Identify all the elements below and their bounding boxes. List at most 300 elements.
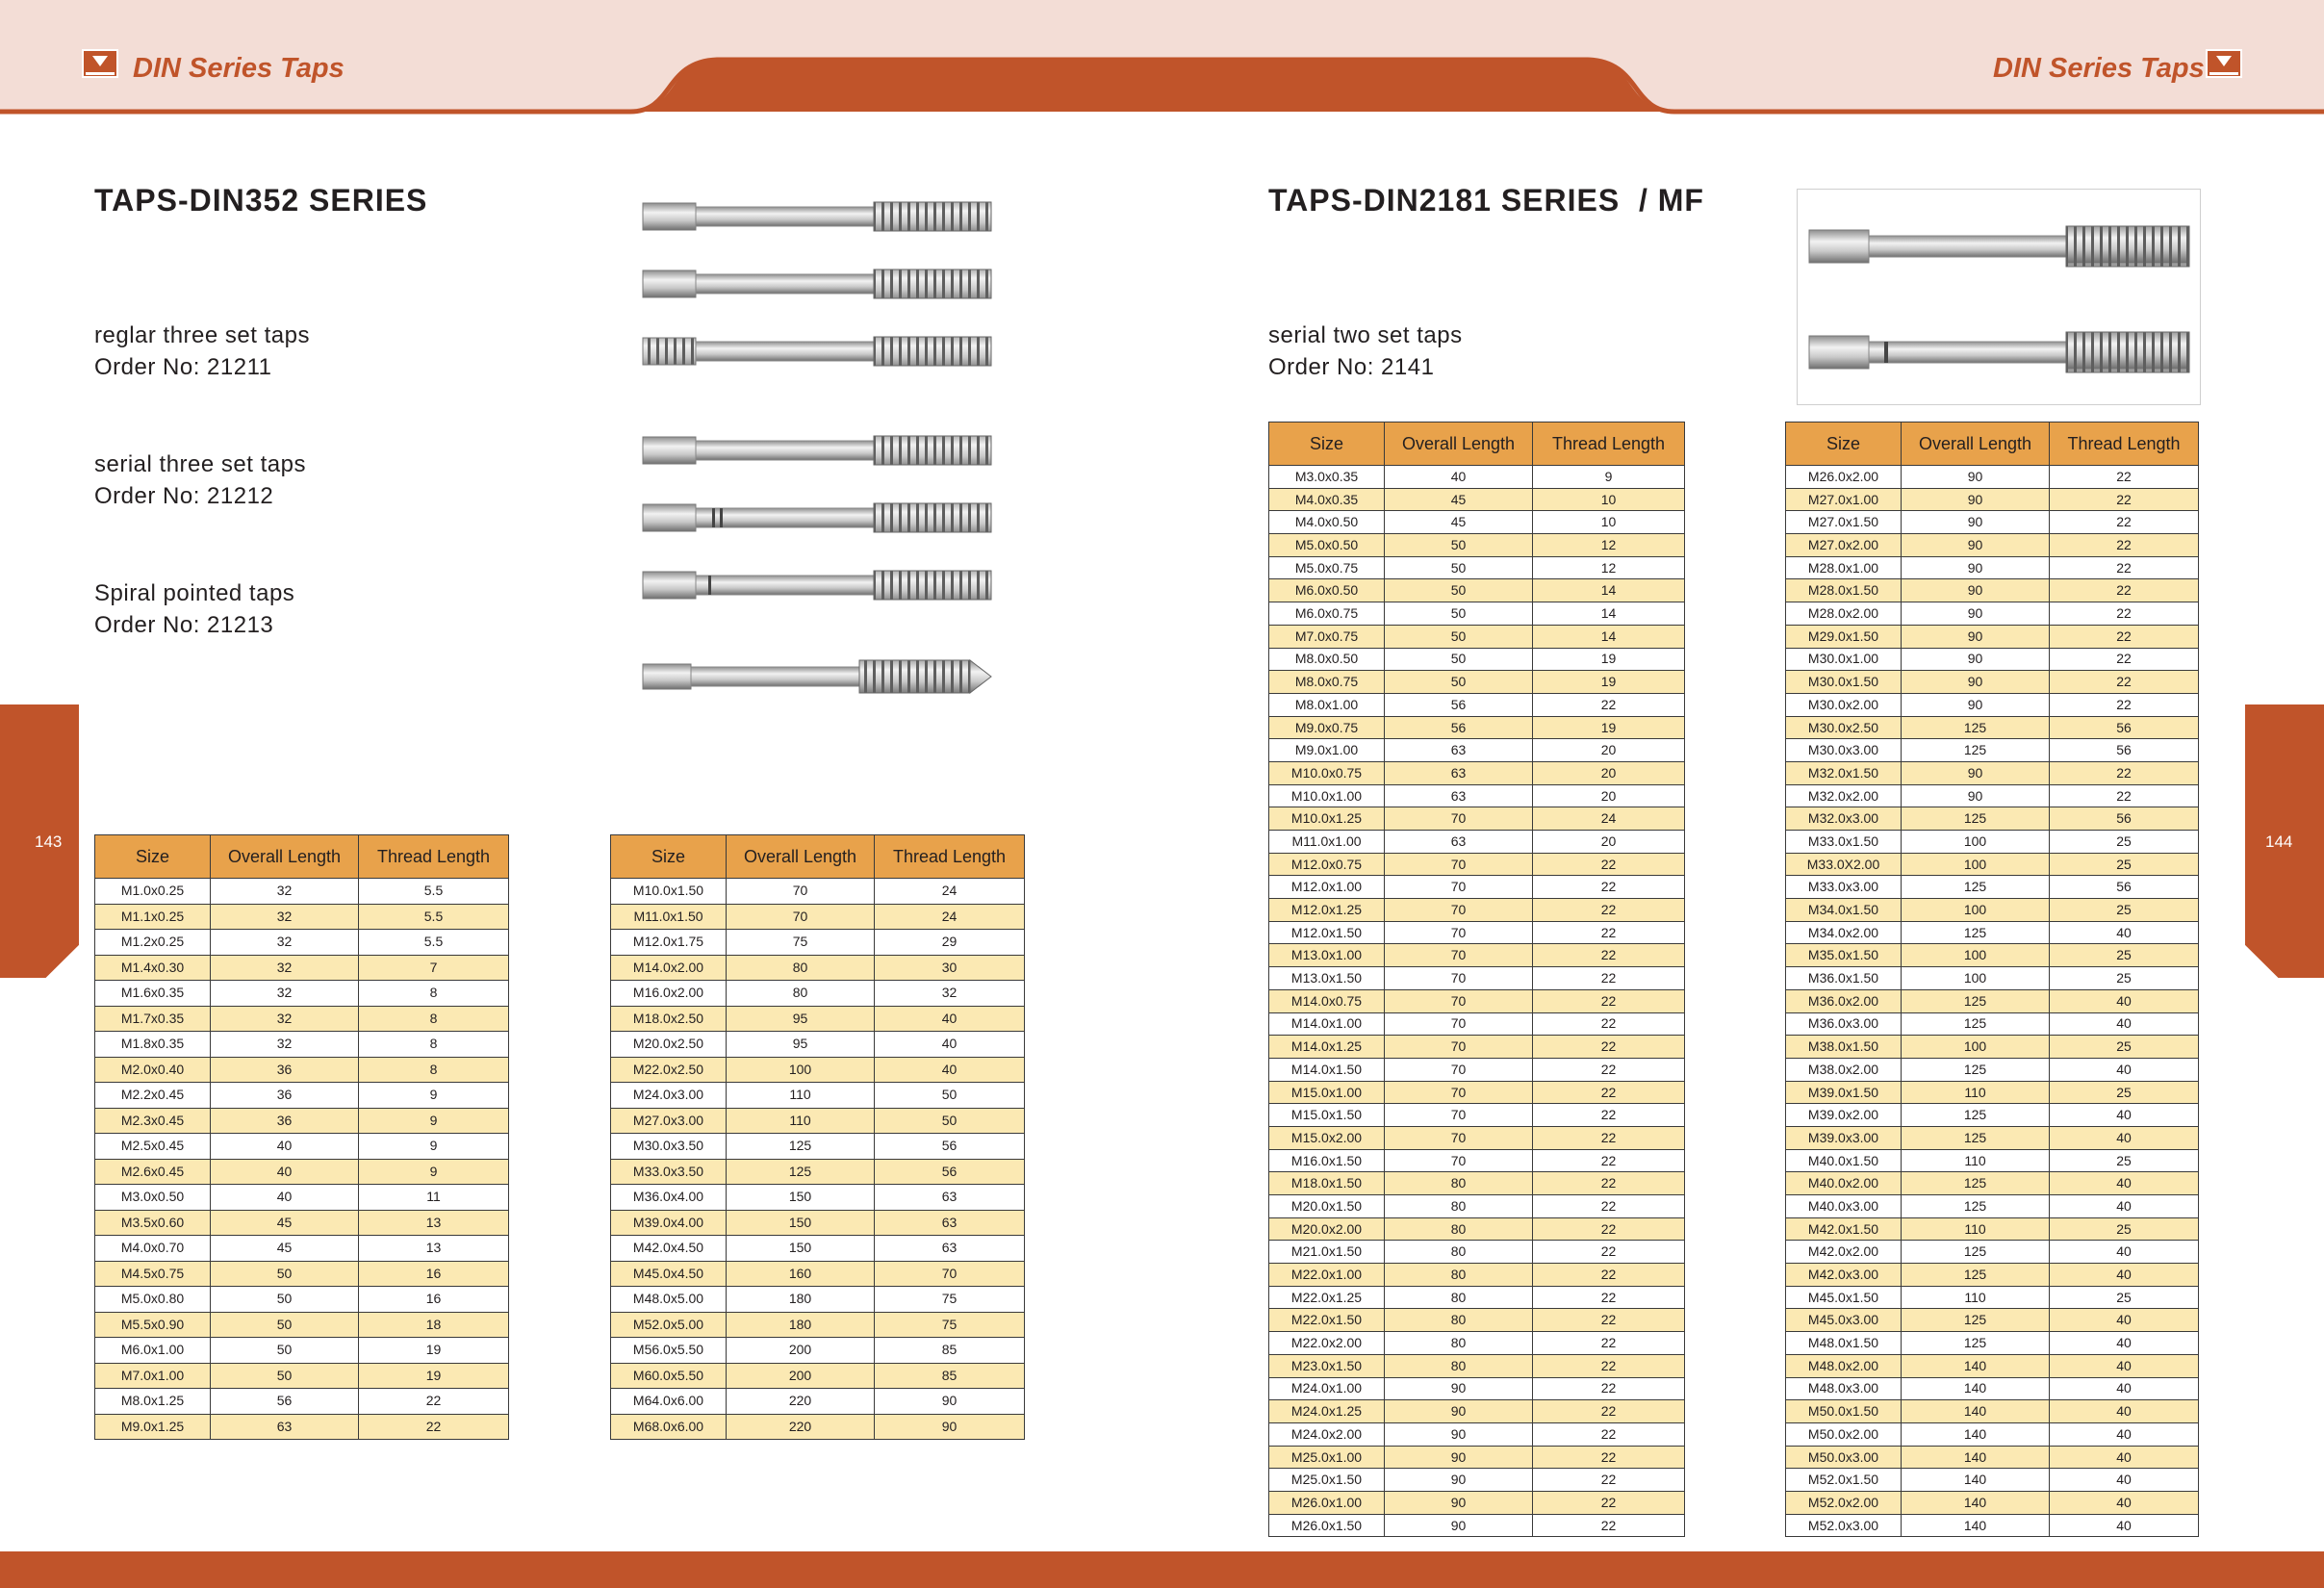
overall-length-cell: 32 — [211, 981, 359, 1007]
overall-length-cell: 125 — [1902, 876, 2050, 899]
size-cell: M39.0x1.50 — [1786, 1081, 1902, 1104]
table-row — [1269, 1081, 1685, 1104]
thread-length-cell: 22 — [1533, 1514, 1685, 1537]
thread-length-cell: 25 — [2050, 1149, 2199, 1172]
overall-length-cell: 180 — [727, 1312, 875, 1338]
overall-length-cell: 50 — [211, 1363, 359, 1389]
table-row — [1269, 1195, 1685, 1218]
size-cell: M12.0x1.25 — [1269, 899, 1385, 922]
table-row — [1786, 1514, 2199, 1537]
thread-length-cell: 22 — [1533, 1332, 1685, 1355]
overall-length-cell: 50 — [1385, 579, 1533, 602]
overall-length-cell: 90 — [1902, 488, 2050, 511]
size-cell: M42.0x3.00 — [1786, 1264, 1902, 1287]
overall-length-cell: 140 — [1902, 1514, 2050, 1537]
table-row — [1269, 1309, 1685, 1332]
table-row — [1269, 876, 1685, 899]
table-row — [611, 1261, 1025, 1287]
size-cell: M11.0x1.00 — [1269, 831, 1385, 854]
table-row — [1786, 1241, 2199, 1264]
thread-length-cell: 16 — [359, 1261, 509, 1287]
overall-length-cell: 160 — [727, 1261, 875, 1287]
thread-length-cell: 8 — [359, 1006, 509, 1032]
size-cell: M13.0x1.00 — [1269, 944, 1385, 967]
size-cell: M42.0x4.50 — [611, 1236, 727, 1262]
overall-length-cell: 125 — [1902, 1104, 2050, 1127]
table-row — [1269, 1172, 1685, 1195]
overall-length-cell: 110 — [727, 1083, 875, 1109]
overall-length-cell: 80 — [1385, 1264, 1533, 1287]
footer-band — [0, 1551, 2324, 1588]
thread-length-cell: 22 — [1533, 899, 1685, 922]
table-row — [1786, 1286, 2199, 1309]
size-cell: M24.0x2.00 — [1269, 1422, 1385, 1446]
table-row — [1269, 1354, 1685, 1377]
thread-length-cell: 13 — [359, 1210, 509, 1236]
size-cell: M14.0x1.50 — [1269, 1058, 1385, 1081]
size-cell: M3.0x0.35 — [1269, 466, 1385, 489]
table-row — [611, 1057, 1025, 1083]
table-row — [611, 955, 1025, 981]
thread-length-cell: 9 — [359, 1108, 509, 1134]
table-row — [95, 1363, 509, 1389]
table-row — [1786, 739, 2199, 762]
table-row — [1786, 693, 2199, 716]
thread-length-cell: 50 — [875, 1108, 1025, 1134]
table-row — [95, 1236, 509, 1262]
order-number: Order No: 21212 — [94, 483, 274, 509]
size-cell: M30.0x3.00 — [1786, 739, 1902, 762]
table-row — [1269, 1217, 1685, 1241]
table-row — [611, 1006, 1025, 1032]
section-title-din2181: TAPS-DIN2181 SERIES / MF — [1268, 183, 1704, 218]
overall-length-cell: 125 — [1902, 989, 2050, 1012]
size-cell: M3.5x0.60 — [95, 1210, 211, 1236]
size-cell: M1.4x0.30 — [95, 955, 211, 981]
thread-length-cell: 22 — [2050, 784, 2199, 807]
table-row — [1786, 1217, 2199, 1241]
overall-length-cell: 125 — [1902, 1126, 2050, 1149]
thread-length-cell: 40 — [875, 1057, 1025, 1083]
size-cell: M33.0x3.00 — [1786, 876, 1902, 899]
overall-length-cell: 125 — [1902, 1172, 2050, 1195]
overall-length-cell: 125 — [1902, 1012, 2050, 1036]
overall-length-cell: 80 — [1385, 1309, 1533, 1332]
column-header-thread-length: Thread Length — [2050, 423, 2199, 466]
overall-length-cell: 90 — [1385, 1422, 1533, 1446]
overall-length-cell: 70 — [1385, 1126, 1533, 1149]
size-cell: M7.0x1.00 — [95, 1363, 211, 1389]
thread-length-cell: 24 — [875, 879, 1025, 905]
size-cell: M30.0x1.00 — [1786, 648, 1902, 671]
table-row — [95, 1338, 509, 1364]
size-cell: M25.0x1.00 — [1269, 1446, 1385, 1469]
table-row — [95, 1006, 509, 1032]
spiral-pointed-tap-icon — [643, 660, 991, 693]
section-title-din352: TAPS-DIN352 SERIES — [94, 183, 428, 218]
din2181-tap-illustrations — [1798, 190, 2200, 404]
tap-icon — [643, 337, 991, 366]
table-row — [1269, 625, 1685, 648]
overall-length-cell: 50 — [211, 1287, 359, 1313]
overall-length-cell: 70 — [1385, 1012, 1533, 1036]
table-row — [1786, 1172, 2199, 1195]
order-number: Order No: 21211 — [94, 354, 272, 380]
thread-length-cell: 40 — [2050, 1309, 2199, 1332]
thread-length-cell: 22 — [1533, 1241, 1685, 1264]
table-row — [611, 1338, 1025, 1364]
table-row — [1269, 511, 1685, 534]
table-row — [95, 955, 509, 981]
thread-length-cell: 40 — [2050, 1400, 2199, 1423]
tap-icon — [643, 436, 991, 465]
table-row — [1269, 1058, 1685, 1081]
size-cell: M38.0x1.50 — [1786, 1036, 1902, 1059]
set-label: reglar three set taps — [94, 322, 310, 348]
size-cell: M28.0x1.00 — [1786, 556, 1902, 579]
overall-length-cell: 125 — [1902, 1309, 2050, 1332]
overall-length-cell: 125 — [1902, 1264, 2050, 1287]
table-row — [1786, 989, 2199, 1012]
thread-length-cell: 40 — [2050, 1012, 2199, 1036]
thread-length-cell: 22 — [359, 1389, 509, 1415]
overall-length-cell: 100 — [1902, 1036, 2050, 1059]
size-cell: M14.0x0.75 — [1269, 989, 1385, 1012]
thread-length-cell: 8 — [359, 1057, 509, 1083]
thread-length-cell: 22 — [1533, 1058, 1685, 1081]
thread-length-cell: 70 — [875, 1261, 1025, 1287]
thread-length-cell: 8 — [359, 981, 509, 1007]
table-row — [1786, 831, 2199, 854]
thread-length-cell: 25 — [2050, 1036, 2199, 1059]
overall-length-cell: 90 — [1902, 511, 2050, 534]
thread-length-cell: 19 — [1533, 671, 1685, 694]
overall-length-cell: 70 — [1385, 1058, 1533, 1081]
table-row — [95, 1414, 509, 1440]
table-row — [1786, 1377, 2199, 1400]
size-cell: M12.0x1.00 — [1269, 876, 1385, 899]
table-row — [611, 1414, 1025, 1440]
overall-length-cell: 90 — [1902, 784, 2050, 807]
overall-length-cell: 140 — [1902, 1354, 2050, 1377]
overall-length-cell: 200 — [727, 1363, 875, 1389]
table-row — [1786, 761, 2199, 784]
thread-length-cell: 30 — [875, 955, 1025, 981]
spec-table-din352-small — [94, 834, 509, 1440]
thread-length-cell: 22 — [1533, 1491, 1685, 1514]
table-row — [611, 981, 1025, 1007]
table-row — [1269, 1241, 1685, 1264]
overall-length-cell: 63 — [1385, 831, 1533, 854]
thread-length-cell: 75 — [875, 1312, 1025, 1338]
size-cell: M24.0x3.00 — [611, 1083, 727, 1109]
overall-length-cell: 100 — [1902, 831, 2050, 854]
size-cell: M10.0x1.50 — [611, 879, 727, 905]
table-row — [95, 1159, 509, 1185]
header-title-right: DIN Series Taps — [1993, 53, 2205, 84]
column-header-overall-length: Overall Length — [727, 835, 875, 879]
overall-length-cell: 90 — [1902, 625, 2050, 648]
table-row — [1786, 784, 2199, 807]
thread-length-cell: 8 — [359, 1032, 509, 1058]
overall-length-cell: 70 — [1385, 1036, 1533, 1059]
size-cell: M4.0x0.50 — [1269, 511, 1385, 534]
thread-length-cell: 20 — [1533, 739, 1685, 762]
thread-length-cell: 25 — [2050, 967, 2199, 990]
overall-length-cell: 70 — [727, 904, 875, 930]
overall-length-cell: 90 — [1385, 1400, 1533, 1423]
size-cell: M30.0x2.50 — [1786, 716, 1902, 739]
thread-length-cell: 9 — [359, 1134, 509, 1160]
thread-length-cell: 25 — [2050, 1286, 2199, 1309]
size-cell: M22.0x1.50 — [1269, 1309, 1385, 1332]
thread-length-cell: 90 — [875, 1414, 1025, 1440]
table-row — [1269, 1126, 1685, 1149]
thread-length-cell: 56 — [2050, 716, 2199, 739]
table-row — [1786, 1036, 2199, 1059]
overall-length-cell: 40 — [211, 1134, 359, 1160]
size-cell: M18.0x2.50 — [611, 1006, 727, 1032]
overall-length-cell: 150 — [727, 1236, 875, 1262]
overall-length-cell: 100 — [1902, 967, 2050, 990]
spec-table-din2181-part1 — [1268, 422, 1685, 1537]
thread-length-cell: 20 — [1533, 784, 1685, 807]
size-cell: M22.0x2.00 — [1269, 1332, 1385, 1355]
table-row — [1786, 1264, 2199, 1287]
table-row — [1786, 1149, 2199, 1172]
overall-length-cell: 110 — [1902, 1081, 2050, 1104]
thread-length-cell: 12 — [1533, 534, 1685, 557]
table-row — [1786, 1058, 2199, 1081]
overall-length-cell: 40 — [211, 1159, 359, 1185]
table-row — [1269, 466, 1685, 489]
overall-length-cell: 70 — [1385, 807, 1533, 831]
table-row — [1269, 739, 1685, 762]
overall-length-cell: 80 — [1385, 1217, 1533, 1241]
table-row — [1786, 488, 2199, 511]
column-header-thread-length: Thread Length — [875, 835, 1025, 879]
table-row — [1269, 556, 1685, 579]
thread-length-cell: 40 — [2050, 1104, 2199, 1127]
overall-length-cell: 45 — [211, 1236, 359, 1262]
overall-length-cell: 80 — [1385, 1354, 1533, 1377]
thread-length-cell: 50 — [875, 1083, 1025, 1109]
size-cell: M14.0x1.25 — [1269, 1036, 1385, 1059]
thread-length-cell: 25 — [2050, 853, 2199, 876]
thread-length-cell: 18 — [359, 1312, 509, 1338]
size-cell: M14.0x2.00 — [611, 955, 727, 981]
size-cell: M64.0x6.00 — [611, 1389, 727, 1415]
thread-length-cell: 22 — [1533, 944, 1685, 967]
table-row — [611, 1032, 1025, 1058]
thread-length-cell: 22 — [2050, 534, 2199, 557]
size-cell: M4.0x0.35 — [1269, 488, 1385, 511]
thread-length-cell: 22 — [1533, 1036, 1685, 1059]
table-row — [1269, 1332, 1685, 1355]
size-cell: M12.0x1.75 — [611, 930, 727, 956]
set-label: serial two set taps — [1268, 322, 1463, 348]
size-cell: M52.0x3.00 — [1786, 1514, 1902, 1537]
overall-length-cell: 50 — [1385, 602, 1533, 626]
thread-length-cell: 40 — [2050, 1332, 2199, 1355]
table-row — [1786, 1195, 2199, 1218]
size-cell: M6.0x0.75 — [1269, 602, 1385, 626]
table-row — [611, 1236, 1025, 1262]
size-cell: M20.0x2.00 — [1269, 1217, 1385, 1241]
size-cell: M39.0x3.00 — [1786, 1126, 1902, 1149]
overall-length-cell: 95 — [727, 1006, 875, 1032]
overall-length-cell: 150 — [727, 1185, 875, 1211]
table-row — [1269, 1149, 1685, 1172]
overall-length-cell: 70 — [1385, 1149, 1533, 1172]
thread-length-cell: 22 — [1533, 1400, 1685, 1423]
table-header-row — [1269, 423, 1685, 466]
table-row — [1786, 853, 2199, 876]
overall-length-cell: 63 — [1385, 739, 1533, 762]
overall-length-cell: 90 — [1902, 556, 2050, 579]
table-header-row — [1786, 423, 2199, 466]
table-row — [611, 1185, 1025, 1211]
thread-length-cell: 9 — [359, 1159, 509, 1185]
size-cell: M34.0x2.00 — [1786, 921, 1902, 944]
thread-length-cell: 25 — [2050, 1081, 2199, 1104]
table-row — [95, 1312, 509, 1338]
thread-length-cell: 85 — [875, 1338, 1025, 1364]
overall-length-cell: 150 — [727, 1210, 875, 1236]
table-row — [1786, 921, 2199, 944]
table-row — [611, 1389, 1025, 1415]
column-header-thread-length: Thread Length — [359, 835, 509, 879]
size-cell: M40.0x1.50 — [1786, 1149, 1902, 1172]
table-row — [1269, 784, 1685, 807]
table-row — [95, 904, 509, 930]
overall-length-cell: 80 — [1385, 1241, 1533, 1264]
size-cell: M14.0x1.00 — [1269, 1012, 1385, 1036]
thread-length-cell: 22 — [1533, 876, 1685, 899]
column-header-size: Size — [95, 835, 211, 879]
page-number-right: 144 — [2265, 832, 2293, 851]
tap-icon — [643, 571, 991, 600]
size-cell: M52.0x5.00 — [611, 1312, 727, 1338]
overall-length-cell: 36 — [211, 1057, 359, 1083]
overall-length-cell: 32 — [211, 904, 359, 930]
thread-length-cell: 20 — [1533, 831, 1685, 854]
thread-length-cell: 22 — [1533, 1286, 1685, 1309]
size-cell: M60.0x5.50 — [611, 1363, 727, 1389]
thread-length-cell: 22 — [2050, 693, 2199, 716]
size-cell: M1.8x0.35 — [95, 1032, 211, 1058]
overall-length-cell: 110 — [1902, 1286, 2050, 1309]
table-row — [1786, 466, 2199, 489]
size-cell: M33.0x1.50 — [1786, 831, 1902, 854]
overall-length-cell: 36 — [211, 1083, 359, 1109]
overall-length-cell: 56 — [1385, 716, 1533, 739]
size-cell: M29.0x1.50 — [1786, 625, 1902, 648]
thread-length-cell: 56 — [875, 1159, 1025, 1185]
brand-logo-icon — [2206, 49, 2242, 78]
overall-length-cell: 32 — [211, 930, 359, 956]
size-cell: M33.0x3.50 — [611, 1159, 727, 1185]
thread-length-cell: 11 — [359, 1185, 509, 1211]
thread-length-cell: 9 — [1533, 466, 1685, 489]
overall-length-cell: 40 — [1385, 466, 1533, 489]
thread-length-cell: 13 — [359, 1236, 509, 1262]
table-row — [1786, 1012, 2199, 1036]
table-row — [1786, 1400, 2199, 1423]
size-cell: M27.0x3.00 — [611, 1108, 727, 1134]
overall-length-cell: 80 — [1385, 1172, 1533, 1195]
overall-length-cell: 140 — [1902, 1422, 2050, 1446]
overall-length-cell: 90 — [1385, 1491, 1533, 1514]
thread-length-cell: 19 — [359, 1338, 509, 1364]
table-row — [611, 1159, 1025, 1185]
table-row — [611, 1363, 1025, 1389]
thread-length-cell: 22 — [1533, 1172, 1685, 1195]
size-cell: M18.0x1.50 — [1269, 1172, 1385, 1195]
size-cell: M32.0x3.00 — [1786, 807, 1902, 831]
overall-length-cell: 125 — [727, 1134, 875, 1160]
thread-length-cell: 19 — [1533, 716, 1685, 739]
size-cell: M45.0x4.50 — [611, 1261, 727, 1287]
table-row — [1786, 807, 2199, 831]
thread-length-cell: 19 — [359, 1363, 509, 1389]
size-cell: M15.0x1.00 — [1269, 1081, 1385, 1104]
table-row — [95, 1057, 509, 1083]
column-header-overall-length: Overall Length — [1902, 423, 2050, 466]
overall-length-cell: 220 — [727, 1414, 875, 1440]
size-cell: M5.0x0.80 — [95, 1287, 211, 1313]
thread-length-cell: 22 — [1533, 989, 1685, 1012]
overall-length-cell: 75 — [727, 930, 875, 956]
table-row — [95, 1210, 509, 1236]
overall-length-cell: 32 — [211, 955, 359, 981]
size-cell: M1.0x0.25 — [95, 879, 211, 905]
size-cell: M8.0x1.25 — [95, 1389, 211, 1415]
din2181-photo-frame — [1797, 189, 2201, 405]
tap-icon — [643, 503, 991, 532]
overall-length-cell: 110 — [727, 1108, 875, 1134]
set-label: serial three set taps — [94, 451, 306, 477]
table-row — [1269, 1377, 1685, 1400]
table-row — [1269, 807, 1685, 831]
table-row — [1786, 1126, 2199, 1149]
table-row — [611, 1108, 1025, 1134]
thread-length-cell: 40 — [2050, 1058, 2199, 1081]
table-header-row — [611, 835, 1025, 879]
size-cell: M22.0x2.50 — [611, 1057, 727, 1083]
thread-length-cell: 12 — [1533, 556, 1685, 579]
overall-length-cell: 32 — [211, 879, 359, 905]
overall-length-cell: 70 — [1385, 1081, 1533, 1104]
order-number: Order No: 21213 — [94, 612, 274, 638]
size-cell: M5.0x0.75 — [1269, 556, 1385, 579]
thread-length-cell: 63 — [875, 1210, 1025, 1236]
brand-logo-icon — [82, 49, 118, 78]
table-row — [1269, 831, 1685, 854]
table-row — [1786, 1491, 2199, 1514]
thread-length-cell: 25 — [2050, 899, 2199, 922]
size-cell: M48.0x5.00 — [611, 1287, 727, 1313]
overall-length-cell: 90 — [1902, 648, 2050, 671]
size-cell: M27.0x2.00 — [1786, 534, 1902, 557]
overall-length-cell: 125 — [727, 1159, 875, 1185]
overall-length-cell: 110 — [1902, 1149, 2050, 1172]
thread-length-cell: 63 — [875, 1236, 1025, 1262]
overall-length-cell: 90 — [1902, 534, 2050, 557]
overall-length-cell: 40 — [211, 1185, 359, 1211]
table-row — [1786, 511, 2199, 534]
table-row — [1269, 1514, 1685, 1537]
